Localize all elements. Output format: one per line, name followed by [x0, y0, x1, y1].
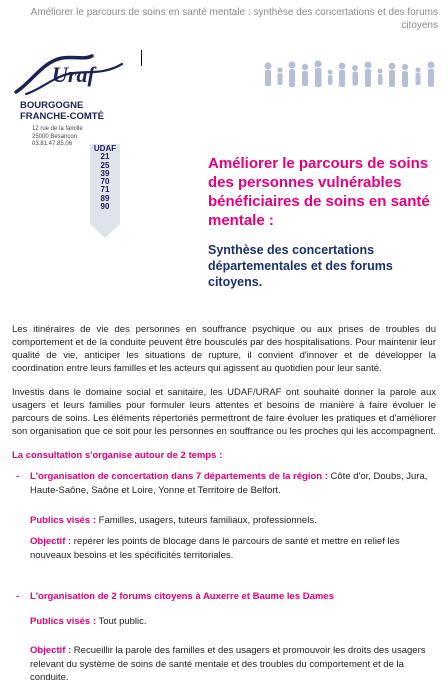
bullet-dash: - [16, 471, 20, 482]
logo-wordmark: Uraf [52, 62, 95, 87]
objectif-label: Objectif : [30, 645, 72, 656]
address-block [32, 126, 83, 149]
logo-region [20, 100, 104, 122]
item-heading: L'organisation de concertation dans 7 départements de la région : [30, 471, 328, 482]
udaf-number: 89 [100, 193, 110, 203]
running-header: Améliorer le parcours de soins en santé mentale : synthèse des concertations et des forums citoyens [30, 7, 438, 31]
document-title: Améliorer le parcours de soins des personnes vulnérables bénéficiaires de soins en santé mentale : [208, 155, 430, 229]
item-text: Côte d'or, Doubs, Jura, Haute-Saône, Saône et Loire, Yonne et Territoire de Belfort. [30, 471, 428, 496]
list-item-forums [16, 590, 436, 604]
bullet-dash: - [16, 591, 20, 602]
document-subtitle: Synthèse des concertations départementales et des forums citoyens. [208, 243, 393, 289]
publics-line [30, 615, 436, 629]
objectif-line [30, 535, 436, 562]
address-city: 25000 Besançon [32, 133, 78, 140]
udaf-number: 25 [100, 160, 110, 170]
udaf-number: 70 [100, 177, 110, 187]
section-heading: La consultation s'organise autour de 2 temps : [12, 450, 223, 461]
publics-line [30, 514, 436, 528]
publics-text: Tout public. [96, 616, 147, 627]
region-line-2: FRANCHE-COMTÉ [20, 111, 104, 122]
item-heading: L'organisation de 2 forums citoyens à Auxerre et Baume les Dames [30, 591, 334, 602]
text-cursor-bar [141, 50, 142, 66]
udaf-label: UDAF [93, 144, 117, 153]
people-silhouettes-icon [262, 58, 440, 92]
region-line-1: BOURGOGNE [20, 100, 84, 111]
address-street: 12 rue de la famille [32, 126, 83, 132]
udaf-list [90, 145, 120, 211]
publics-label: Publics visés : [30, 616, 97, 627]
udaf-number: 71 [100, 185, 110, 195]
context-paragraph: Investis dans le domaine social et sanitaire, les UDAF/URAF ont souhaité donner la parole aux usagers et leurs familles pour formuler leurs attentes et besoins de manière à faire évoluer le parcours de soins. Les éléments répertoriés permettront de faire évoluer les pratiques et d'améliorer son organisation que ce soit pour les personnes en souffrance ou les proches qui les accompagnent. [12, 387, 436, 437]
list-item-concertation [16, 470, 436, 497]
publics-text: Familles, usagers, tuteurs familiaux, professionnels. [96, 515, 317, 526]
publics-label: Publics visés : [30, 515, 97, 526]
objectif-text: repérer les points de blocage dans le parcours de santé et mettre en relief les nouveaux besoins et les spécificités territoriales. [30, 536, 400, 561]
intro-paragraph: Les itinéraires de vie des personnes en souffrance psychique ou aux prises de troubles du comportement et de la conduite peuvent être bousculés par des hospitalisations. Pour maintenir leur qualité de vie, anticiper les situations de rupture, il convient d'innover et de développer la coordination entre leurs familles et les acteurs qui agissent au quotidien pour leur santé. [12, 324, 436, 374]
address-phone: 03.81.47.85.06 [32, 141, 73, 147]
udaf-number: 39 [100, 168, 110, 178]
udaf-number: 21 [100, 152, 110, 162]
udaf-number: 90 [100, 202, 110, 212]
objectif-line [30, 644, 436, 685]
objectif-label: Objectif : [30, 536, 72, 547]
objectif-text: Recueillir la parole des familles et des usagers et promouvoir les droits des usagers relevant du système de soins de santé mentale et des troubles du comportement et de la conduite. [30, 645, 426, 683]
uraf-logo [12, 52, 130, 100]
